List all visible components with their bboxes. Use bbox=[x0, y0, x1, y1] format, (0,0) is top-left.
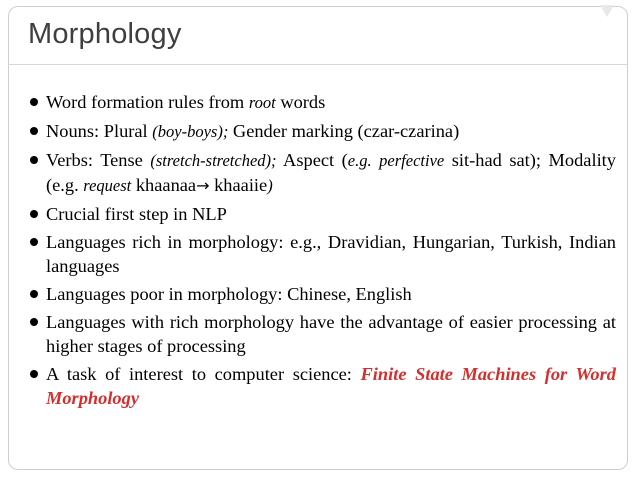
bullet-list bbox=[30, 90, 616, 414]
bullet-rich-languages: Languages rich in morphology: e.g., Dravidian, Hungarian, Turkish, Indian languages bbox=[30, 230, 616, 278]
bullet-nouns: Nouns: Plural (boy-boys); Gender marking (czar-czarina) bbox=[30, 119, 616, 144]
bullet-root-words: Word formation rules from root words bbox=[30, 90, 616, 115]
bullet-verbs: Verbs: Tense (stretch-stretched); Aspect (e.g. perfective sit-had sat); Modality (e.g. request khaanaa→ khaaiie) bbox=[30, 148, 616, 198]
title-area bbox=[8, 6, 628, 65]
bullet-advantage: Languages with rich morphology have the advantage of easier processing at higher stages of processing bbox=[30, 310, 616, 358]
bullet-dot-icon bbox=[30, 238, 38, 246]
bullet-dot-icon bbox=[30, 290, 38, 298]
bullet-dot-icon bbox=[30, 156, 38, 164]
bullet-nlp: Crucial first step in NLP bbox=[30, 202, 616, 226]
bullet-dot-icon bbox=[30, 370, 38, 378]
right-arrow-icon: → bbox=[196, 176, 210, 195]
bullet-dot-icon bbox=[30, 318, 38, 326]
bullet-dot-icon bbox=[30, 127, 38, 135]
bullet-dot-icon bbox=[30, 98, 38, 106]
corner-accent bbox=[600, 5, 614, 17]
bullet-dot-icon bbox=[30, 210, 38, 218]
finite-state-machines-highlight: Finite State Machines for Word Morphology bbox=[46, 364, 616, 408]
bullet-computer-science: A task of interest to computer science: Finite State Machines for Word Morphology bbox=[30, 362, 616, 410]
bullet-poor-languages: Languages poor in morphology: Chinese, English bbox=[30, 282, 616, 306]
slide-title: Morphology bbox=[28, 18, 182, 50]
